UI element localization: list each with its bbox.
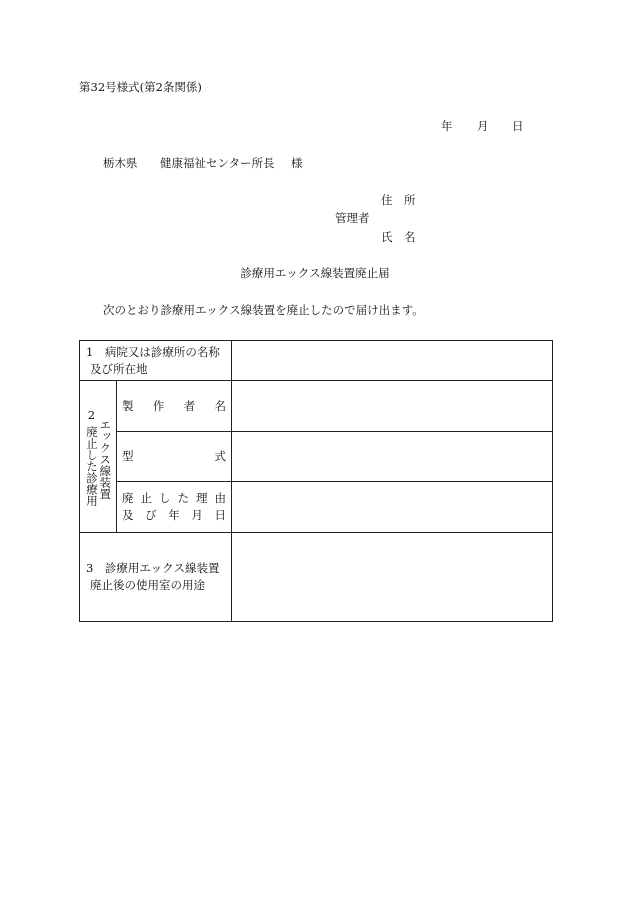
intro-text: 次のとおり診療用エックス線装置を廃止したので届け出ます。 xyxy=(103,303,424,317)
date-day-label: 日 xyxy=(512,119,524,133)
usage-value-cell[interactable] xyxy=(232,533,553,622)
model-label: 型 式 xyxy=(122,449,227,464)
maker-label: 製 作 者 名 xyxy=(122,398,226,413)
reason-value-cell[interactable] xyxy=(232,482,553,533)
facility-value-cell[interactable] xyxy=(232,341,553,381)
addressee-office: 健康福祉センター所長 xyxy=(160,156,275,170)
model-label-cell xyxy=(117,432,232,482)
form-table xyxy=(79,340,553,622)
addressee-prefecture: 栃木県 xyxy=(103,156,138,170)
applicant-manager-label: 管理者 xyxy=(335,211,370,225)
section2-number: 2 xyxy=(87,407,96,422)
reason-label-cell xyxy=(117,482,232,533)
usage-label-line1: 3 診療用エックス線装置 xyxy=(86,561,220,576)
facility-label-cell xyxy=(80,341,232,381)
facility-label-line1: 1 病院又は診療所の名称 xyxy=(86,344,220,359)
usage-label-cell xyxy=(80,533,232,622)
date-year-label: 年 xyxy=(441,119,453,133)
table-row-usage xyxy=(80,533,553,622)
table-row-maker xyxy=(80,381,553,432)
table-row-reason xyxy=(80,482,553,533)
table-row-model xyxy=(80,432,553,482)
table-row-facility xyxy=(80,341,553,381)
model-value-cell[interactable] xyxy=(232,432,553,482)
section2-header-cell xyxy=(80,381,117,533)
document-title: 診療用エックス線装置廃止届 xyxy=(240,266,390,280)
applicant-name-label: 氏 名 xyxy=(381,230,416,244)
section2-vertical-col2: エックス線装置 xyxy=(98,418,113,500)
section2-vertical-col1: 廃止した診療用 xyxy=(85,425,99,507)
date-month-label: 月 xyxy=(477,119,489,133)
maker-label-cell xyxy=(117,381,232,432)
applicant-address-label: 住 所 xyxy=(381,193,416,207)
addressee-honorific: 様 xyxy=(291,156,303,170)
maker-value-cell[interactable] xyxy=(232,381,553,432)
reason-label-line1: 廃 止 し た 理 由 xyxy=(122,491,226,506)
facility-label-line2: 及び所在地 xyxy=(90,361,148,376)
reason-label-line2: 及 び 年 月 日 xyxy=(122,508,226,522)
form-number: 第32号様式(第2条関係) xyxy=(79,80,202,94)
usage-label-line2: 廃止後の使用室の用途 xyxy=(90,578,205,592)
